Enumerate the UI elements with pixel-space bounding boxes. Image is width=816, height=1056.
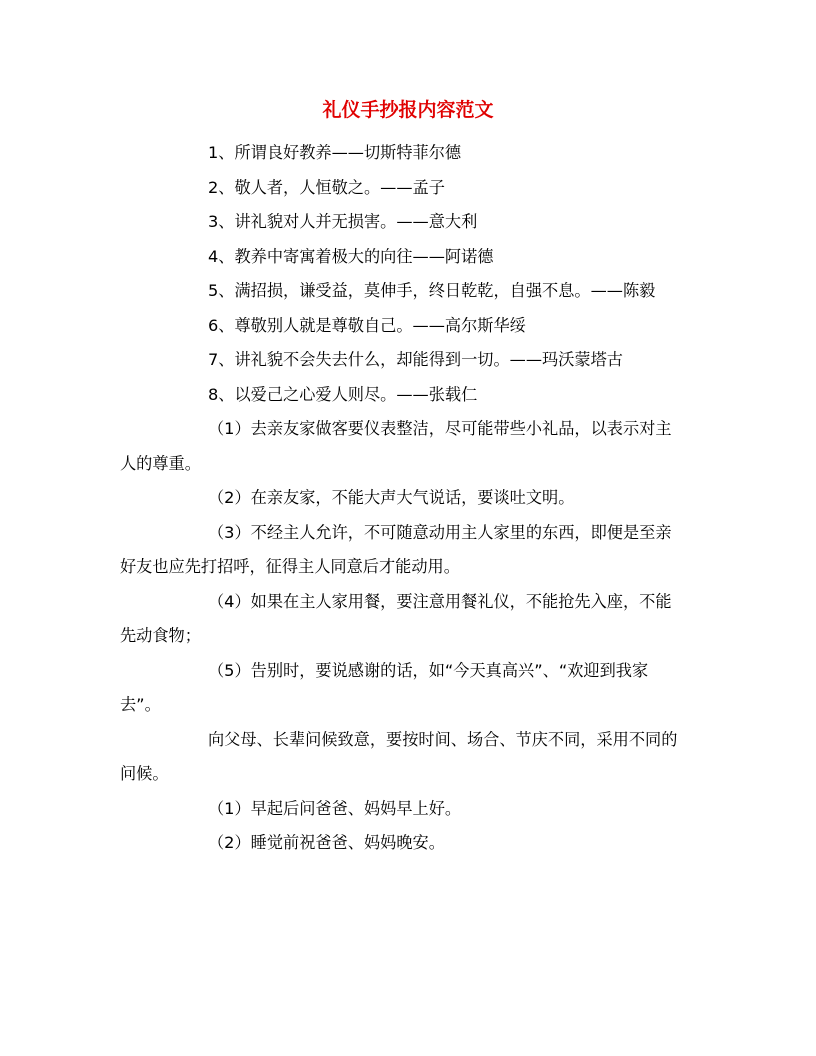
- greeting-rule-2: （2）睡觉前祝爸爸、妈妈晚安。: [208, 833, 445, 852]
- quote-3: 3、讲礼貌对人并无损害。——意大利: [208, 212, 478, 231]
- quote-2: 2、敬人者，人恒敬之。——孟子: [208, 177, 445, 197]
- visiting-rule-2: （2）在亲友家，不能大声大气说话，要谈吐文明。: [208, 488, 575, 507]
- visiting-rule-3: （3）不经主人允许，不可随意动用主人家里的东西，即便是至亲好友也应先打招呼，征得主人同意后才能动用。: [120, 522, 672, 576]
- quote-6: 6、尊敬别人就是尊敬自己。——高尔斯华绥: [208, 315, 526, 335]
- document-title: 礼仪手抄报内容范文: [322, 99, 494, 121]
- greeting-intro: 向父母、长辈问候致意，要按时间、场合、节庆不同，采用不同的问候。: [120, 729, 678, 783]
- visiting-rule-1: （1）去亲友家做客要仪表整洁，尽可能带些小礼品，以表示对主人的尊重。: [120, 419, 672, 473]
- quote-7: 7、讲礼貌不会失去什么，却能得到一切。——玛沃蒙塔古: [208, 350, 623, 369]
- document-body: [120, 136, 686, 861]
- quote-8: 8、以爱己之心爱人则尽。——张载仁: [208, 384, 478, 404]
- visiting-rule-4: （4）如果在主人家用餐，要注意用餐礼仪，不能抢先入座，不能先动食物；: [120, 591, 672, 645]
- greeting-rule-1: （1）早起后问爸爸、妈妈早上好。: [208, 798, 462, 818]
- visiting-rule-5: （5）告别时，要说感谢的话，如“今天真高兴”、“欢迎到我家去”。: [120, 660, 649, 714]
- quote-4: 4、教养中寄寓着极大的向往——阿诺德: [208, 246, 494, 266]
- quote-5: 5、满招损，谦受益，莫伸手，终日乾乾，自强不息。——陈毅: [208, 281, 656, 300]
- quote-1: 1、所谓良好教养——切斯特菲尔德: [208, 143, 462, 162]
